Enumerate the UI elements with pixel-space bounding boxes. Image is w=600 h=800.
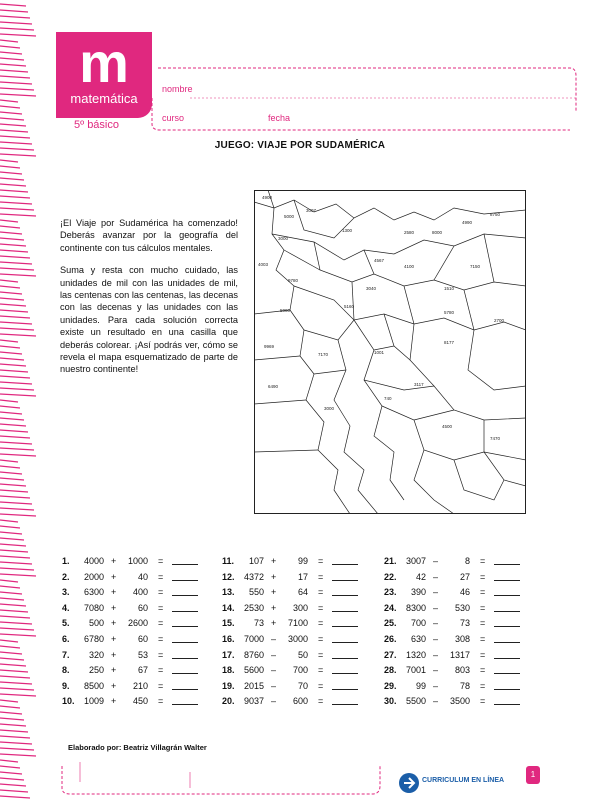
exercise-row: [384, 634, 544, 650]
exercise-operator: –: [433, 649, 439, 660]
exercise-operator: +: [111, 602, 117, 613]
answer-blank[interactable]: [172, 665, 198, 674]
exercise-operand-a: 320: [88, 649, 104, 660]
exercise-operand-b: 308: [454, 633, 470, 644]
exercise-number: 10.: [62, 696, 75, 707]
exercise-operand-a: 107: [248, 556, 264, 566]
logo-letter: m: [79, 31, 129, 94]
exercise-operand-b: 50: [297, 649, 308, 660]
exercise-number: 28.: [384, 665, 397, 676]
exercise-number: 30.: [384, 696, 397, 707]
exercise-operand-a: 1320: [405, 649, 426, 660]
exercise-operand-a: 700: [410, 618, 426, 629]
exercise-row: [62, 587, 212, 603]
exercise-equals: =: [158, 618, 164, 629]
answer-blank[interactable]: [494, 556, 520, 565]
name-field-label: nombre: [162, 84, 193, 94]
map-region-label: 9780: [288, 278, 299, 283]
exercise-row: [222, 572, 372, 588]
exercise-operand-a: 4372: [243, 571, 264, 582]
instructions: [60, 217, 238, 386]
exercise-equals: =: [318, 587, 324, 598]
exercise-operator: –: [271, 665, 277, 676]
exercise-operand-a: 2000: [83, 571, 104, 582]
map-region-label: 3000: [324, 406, 335, 411]
exercise-operator: +: [111, 680, 117, 691]
exercise-number: 20.: [222, 696, 235, 707]
answer-blank[interactable]: [172, 572, 198, 581]
exercise-operator: –: [433, 618, 439, 629]
exercise-operand-a: 5500: [405, 696, 426, 707]
exercise-row: [62, 634, 212, 650]
exercise-operand-a: 2015: [243, 680, 264, 691]
answer-blank[interactable]: [332, 696, 358, 705]
answer-blank[interactable]: [172, 603, 198, 612]
exercise-equals: =: [318, 665, 324, 676]
footer-frame: [60, 752, 382, 796]
exercise-operand-b: 60: [137, 633, 148, 644]
answer-blank[interactable]: [494, 696, 520, 705]
exercise-operand-a: 6780: [83, 633, 104, 644]
exercise-operator: +: [111, 633, 117, 644]
exercise-operand-b: 53: [137, 649, 148, 660]
answer-blank[interactable]: [332, 556, 358, 565]
exercise-equals: =: [158, 680, 164, 691]
exercise-equals: =: [158, 571, 164, 582]
exercise-operand-b: 1000: [127, 556, 148, 566]
exercise-operator: –: [271, 633, 277, 644]
exercise-number: 26.: [384, 633, 397, 644]
map-region-label: 8177: [444, 340, 455, 345]
exercise-operand-b: 300: [292, 602, 308, 613]
exercise-operator: –: [433, 633, 439, 644]
exercise-number: 11.: [222, 556, 235, 566]
exercise-equals: =: [158, 696, 164, 707]
answer-blank[interactable]: [332, 618, 358, 627]
curriculum-logo-icon: [398, 772, 420, 794]
exercise-operand-b: 70: [297, 680, 308, 691]
curriculum-logo-text: CURRICULUM EN LÍNEA: [422, 777, 505, 784]
map-region-label: 1510: [444, 286, 455, 291]
exercise-number: 19.: [222, 680, 235, 691]
exercise-operator: –: [271, 696, 277, 707]
map-region-label: 3000: [278, 236, 289, 241]
map-region-label: 2580: [404, 230, 415, 235]
answer-blank[interactable]: [332, 587, 358, 596]
exercise-row: [222, 634, 372, 650]
exercise-operand-b: 803: [454, 665, 470, 676]
map-region-label: 2700: [494, 318, 505, 323]
answer-blank[interactable]: [172, 696, 198, 705]
instructions-paragraph-2: Suma y resta con mucho cuidado, las unidades de mil con las unidades de mil, las centenas con las centenas, las decenas con las decenas y las unidades con las unidades. Para cada solución correcta existe un resultado en una casilla que deberás colorear. ¡Así podrás ver, cómo se revela el mapa esquematizado de parte de nuestro continente!: [60, 265, 238, 375]
exercise-number: 17.: [222, 649, 235, 660]
exercise-equals: =: [318, 618, 324, 629]
answer-blank[interactable]: [172, 681, 198, 690]
exercise-operand-b: 46: [459, 587, 470, 598]
exercise-operand-a: 7000: [243, 633, 264, 644]
page-title: JUEGO: VIAJE POR SUDAMÉRICA: [214, 140, 386, 151]
page-number: 1: [526, 766, 540, 784]
student-info-frame: [150, 66, 578, 132]
exercise-row: [62, 556, 212, 572]
exercise-operator: –: [433, 665, 439, 676]
exercise-operator: –: [433, 602, 439, 613]
exercise-operand-a: 250: [88, 665, 104, 676]
exercise-operator: –: [433, 587, 439, 598]
exercise-operand-a: 7001: [405, 665, 426, 676]
answer-blank[interactable]: [332, 572, 358, 581]
exercise-equals: =: [480, 587, 486, 598]
exercise-row: [62, 650, 212, 666]
answer-blank[interactable]: [332, 634, 358, 643]
answer-blank[interactable]: [172, 618, 198, 627]
answer-blank[interactable]: [494, 587, 520, 596]
exercise-row: [384, 556, 544, 572]
answer-blank[interactable]: [332, 650, 358, 659]
exercise-operator: +: [271, 618, 277, 629]
exercise-number: 21.: [384, 556, 397, 566]
logo-word: matemática: [70, 91, 138, 106]
exercise-operand-b: 17: [297, 571, 308, 582]
exercise-operand-b: 7100: [287, 618, 308, 629]
instructions-paragraph-1: ¡El Viaje por Sudamérica ha comenzado! Deberás avanzar por la geografía del continente con tus cálculos mentales.: [60, 218, 238, 253]
exercise-row: [222, 618, 372, 634]
map-region-label: 5000: [284, 214, 295, 219]
exercise-equals: =: [480, 665, 486, 676]
exercise-operator: +: [111, 665, 117, 676]
exercise-row: [384, 618, 544, 634]
exercise-operand-b: 60: [137, 602, 148, 613]
exercise-operator: +: [271, 602, 277, 613]
exercise-row: [222, 556, 372, 572]
exercise-equals: =: [158, 602, 164, 613]
exercise-operator: –: [271, 680, 277, 691]
exercise-operand-b: 64: [297, 587, 308, 598]
exercise-row: [384, 665, 544, 681]
exercise-operator: +: [111, 649, 117, 660]
decorative-border: [0, 0, 40, 800]
map-region-label: 8750: [490, 212, 501, 217]
exercise-operand-b: 600: [292, 696, 308, 707]
exercise-number: 14.: [222, 602, 235, 613]
exercise-operand-a: 550: [248, 587, 264, 598]
exercise-number: 24.: [384, 602, 397, 613]
answer-blank[interactable]: [172, 634, 198, 643]
exercise-operator: –: [433, 556, 439, 566]
exercise-equals: =: [318, 680, 324, 691]
exercise-operator: +: [271, 571, 277, 582]
exercise-number: 22.: [384, 571, 397, 582]
exercise-equals: =: [158, 556, 164, 566]
exercise-operand-b: 530: [454, 602, 470, 613]
map-region-label: 4990: [462, 220, 473, 225]
exercise-equals: =: [318, 696, 324, 707]
map-region-label: 1300: [342, 228, 353, 233]
exercise-equals: =: [318, 571, 324, 582]
date-field-label: fecha: [268, 113, 291, 123]
exercise-number: 15.: [222, 618, 235, 629]
map-region-label: 8000: [432, 230, 443, 235]
exercise-row: [384, 572, 544, 588]
exercise-operand-a: 99: [415, 680, 426, 691]
exercise-operator: –: [433, 680, 439, 691]
map-region-label: 3007: [306, 208, 317, 213]
exercise-number: 6.: [62, 633, 70, 644]
exercise-row: [222, 587, 372, 603]
answer-blank[interactable]: [494, 572, 520, 581]
grade-label: 5º básico: [74, 119, 119, 131]
exercise-column-1: [62, 556, 212, 712]
answer-blank[interactable]: [494, 681, 520, 690]
exercise-equals: =: [480, 649, 486, 660]
exercise-operand-a: 6300: [83, 587, 104, 598]
exercise-operand-a: 7080: [83, 602, 104, 613]
curriculum-logo: [398, 772, 506, 794]
answer-blank[interactable]: [172, 650, 198, 659]
exercise-row: [62, 665, 212, 681]
exercise-row: [62, 618, 212, 634]
map-region-label: 7150: [470, 264, 481, 269]
exercise-operand-b: 210: [132, 680, 148, 691]
map-region-label: 5000: [280, 308, 291, 313]
exercise-column-3: [384, 556, 544, 712]
exercise-number: 7.: [62, 649, 70, 660]
exercise-equals: =: [318, 633, 324, 644]
exercise-operator: –: [433, 571, 439, 582]
course-field-label: curso: [162, 113, 185, 123]
exercise-equals: =: [318, 602, 324, 613]
exercise-row: [222, 650, 372, 666]
exercise-number: 2.: [62, 571, 70, 582]
exercise-number: 23.: [384, 587, 397, 598]
exercise-operator: +: [111, 696, 117, 707]
map-region-label: 9969: [264, 344, 275, 349]
exercise-operand-a: 630: [410, 633, 426, 644]
exercise-operand-b: 2600: [127, 618, 148, 629]
south-america-puzzle-map: [254, 190, 526, 514]
exercise-operand-b: 700: [292, 665, 308, 676]
exercise-number: 8.: [62, 665, 70, 676]
exercise-number: 18.: [222, 665, 235, 676]
exercise-operand-b: 67: [137, 665, 148, 676]
exercise-operator: +: [111, 571, 117, 582]
exercise-operand-b: 1317: [449, 649, 470, 660]
exercise-equals: =: [158, 633, 164, 644]
map-region-label: 7470: [490, 436, 501, 441]
exercise-row: [384, 696, 544, 712]
map-region-label: 4567: [374, 258, 385, 263]
exercise-operator: +: [111, 618, 117, 629]
exercise-number: 9.: [62, 680, 70, 691]
map-region-label: 4900: [262, 195, 273, 200]
exercise-number: 1.: [62, 556, 70, 566]
map-region-label: 6490: [268, 384, 279, 389]
exercise-equals: =: [158, 649, 164, 660]
exercise-operand-a: 9037: [243, 696, 264, 707]
exercise-operand-b: 27: [459, 571, 470, 582]
exercise-row: [222, 665, 372, 681]
exercise-operand-a: 500: [88, 618, 104, 629]
exercise-row: [222, 696, 372, 712]
exercise-number: 5.: [62, 618, 70, 629]
exercise-number: 4.: [62, 602, 70, 613]
answer-blank[interactable]: [172, 587, 198, 596]
exercise-operand-b: 78: [459, 680, 470, 691]
exercise-equals: =: [480, 696, 486, 707]
map-region-label: 3040: [366, 286, 377, 291]
exercise-number: 13.: [222, 587, 235, 598]
map-region-label: 740: [384, 396, 392, 401]
answer-blank[interactable]: [332, 603, 358, 612]
exercise-operand-a: 4000: [83, 556, 104, 566]
map-region-label: 5160: [344, 304, 355, 309]
exercise-row: [62, 603, 212, 619]
matematica-logo: [56, 32, 152, 118]
answer-blank[interactable]: [494, 603, 520, 612]
exercise-operand-b: 3500: [449, 696, 470, 707]
exercise-operand-a: 2530: [243, 602, 264, 613]
map-region-label: 7170: [318, 352, 329, 357]
exercise-number: 12.: [222, 571, 235, 582]
exercise-equals: =: [158, 665, 164, 676]
exercise-operand-b: 8: [464, 556, 470, 566]
exercise-operand-a: 8500: [83, 680, 104, 691]
exercise-operand-b: 3000: [287, 633, 308, 644]
map-region-label: 4003: [258, 262, 269, 267]
exercise-operand-a: 73: [253, 618, 264, 629]
answer-blank[interactable]: [494, 665, 520, 674]
exercise-operand-b: 40: [137, 571, 148, 582]
exercise-operand-a: 390: [410, 587, 426, 598]
exercise-operand-b: 99: [297, 556, 308, 566]
map-region-label: 3117: [414, 382, 424, 387]
answer-blank[interactable]: [332, 665, 358, 674]
exercise-operand-a: 5600: [243, 665, 264, 676]
map-region-label: 4500: [442, 424, 453, 429]
exercise-operand-a: 8760: [243, 649, 264, 660]
exercise-operator: +: [111, 587, 117, 598]
exercise-operand-a: 8300: [405, 602, 426, 613]
exercise-operator: –: [271, 649, 277, 660]
exercise-column-2: [222, 556, 372, 712]
exercise-row: [384, 603, 544, 619]
answer-blank[interactable]: [494, 634, 520, 643]
map-region-label: 1001: [374, 350, 385, 355]
exercise-operand-a: 1009: [83, 696, 104, 707]
answer-blank[interactable]: [332, 681, 358, 690]
map-region-label: 5780: [444, 310, 455, 315]
exercise-number: 27.: [384, 649, 397, 660]
exercise-operand-b: 400: [132, 587, 148, 598]
exercise-operator: +: [271, 556, 277, 566]
exercise-operator: +: [271, 587, 277, 598]
exercise-equals: =: [480, 602, 486, 613]
exercise-equals: =: [480, 618, 486, 629]
answer-blank[interactable]: [494, 650, 520, 659]
exercise-row: [222, 681, 372, 697]
exercise-equals: =: [480, 680, 486, 691]
exercise-number: 29.: [384, 680, 397, 691]
exercise-equals: =: [480, 556, 486, 566]
answer-blank[interactable]: [172, 556, 198, 565]
exercise-operator: –: [433, 696, 439, 707]
exercise-operand-a: 3007: [405, 556, 426, 566]
exercise-equals: =: [318, 649, 324, 660]
exercise-number: 25.: [384, 618, 397, 629]
map-region-label: 4100: [404, 264, 415, 269]
exercise-operand-a: 42: [415, 571, 426, 582]
exercise-row: [62, 681, 212, 697]
exercise-equals: =: [318, 556, 324, 566]
exercise-operand-b: 450: [132, 696, 148, 707]
exercise-row: [384, 587, 544, 603]
exercise-equals: =: [480, 571, 486, 582]
exercise-row: [62, 696, 212, 712]
exercise-equals: =: [480, 633, 486, 644]
exercise-number: 3.: [62, 587, 70, 598]
exercise-operator: +: [111, 556, 117, 566]
exercise-operand-b: 73: [459, 618, 470, 629]
exercise-row: [384, 681, 544, 697]
exercise-row: [384, 650, 544, 666]
exercise-number: 16.: [222, 633, 235, 644]
answer-blank[interactable]: [494, 618, 520, 627]
exercise-equals: =: [158, 587, 164, 598]
exercise-row: [62, 572, 212, 588]
author-credit: Elaborado por: Beatriz Villagrán Walter: [68, 743, 207, 752]
exercise-row: [222, 603, 372, 619]
